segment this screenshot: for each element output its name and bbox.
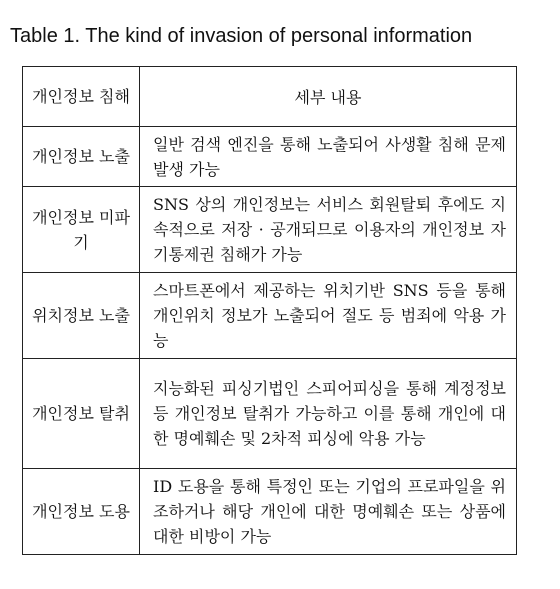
table-header-row [23, 67, 517, 127]
invasion-type-cell [23, 469, 140, 555]
header-details-label: 세부 내용 [294, 88, 362, 107]
detail-cell [140, 469, 517, 555]
invasion-types-table [22, 66, 517, 555]
table-row [23, 359, 517, 469]
table-row [23, 127, 517, 187]
invasion-type-label: 개인정보 노출 [32, 147, 130, 166]
detail-text: ID 도용을 통해 특정인 또는 기업의 프로파일을 위조하거나 해당 개인에 대한 명예훼손 또는 상품에 대한 비방이 가능 [153, 477, 506, 546]
detail-cell [140, 359, 517, 469]
table-caption: Table 1. The kind of invasion of personal information [10, 25, 473, 47]
table-row [23, 273, 517, 359]
invasion-type-label: 개인정보 도용 [32, 502, 130, 521]
detail-text: 일반 검색 엔진을 통해 노출되어 사생활 침해 문제 발생 가능 [153, 134, 506, 179]
table-row [23, 187, 517, 273]
invasion-type-cell [23, 273, 140, 359]
invasion-type-label: 위치정보 노출 [32, 306, 130, 325]
header-details [140, 67, 517, 127]
invasion-type-cell [23, 359, 140, 469]
detail-text: 지능화된 피싱기법인 스피어피싱을 통해 계정정보 등 개인정보 탈취가 가능하고 이를 통해 개인에 대한 명예훼손 및 2차적 피싱에 악용 가능 [153, 379, 506, 448]
table-row [23, 469, 517, 555]
header-invasion-type-label: 개인정보 침해 [32, 87, 130, 106]
detail-cell [140, 187, 517, 273]
detail-text: SNS 상의 개인정보는 서비스 회원탈퇴 후에도 지속적으로 저장 · 공개되므로 이용자의 개인정보 자기통제권 침해가 가능 [153, 195, 506, 264]
detail-cell [140, 127, 517, 187]
invasion-type-cell [23, 187, 140, 273]
header-invasion-type [23, 67, 140, 127]
detail-cell [140, 273, 517, 359]
detail-text: 스마트폰에서 제공하는 위치기반 SNS 등을 통해 개인위치 정보가 노출되어 절도 등 범죄에 악용 가능 [153, 281, 506, 350]
invasion-type-cell [23, 127, 140, 187]
invasion-type-label: 개인정보 탈취 [32, 404, 130, 423]
invasion-type-label: 개인정보 미파기 [32, 207, 130, 252]
